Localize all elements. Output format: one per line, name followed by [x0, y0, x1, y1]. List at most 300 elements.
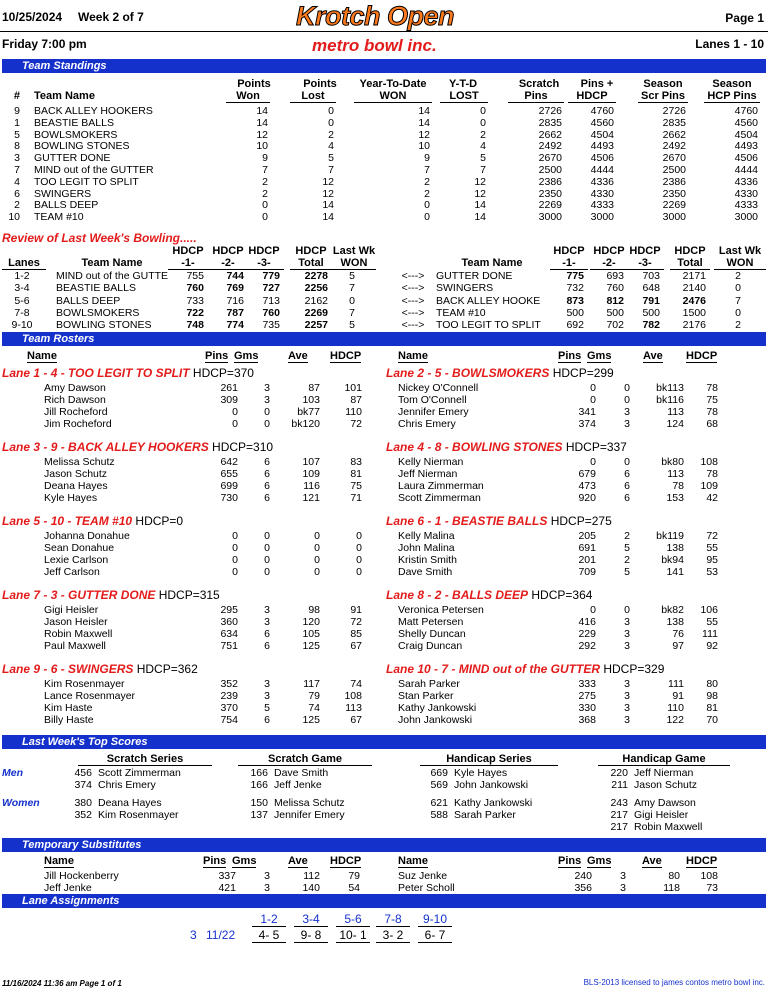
roster-cell: 71	[350, 492, 362, 504]
standings-cell: 4560	[590, 116, 614, 129]
review-cell: 702	[606, 319, 624, 332]
roster-row	[0, 604, 768, 616]
lane-header	[2, 662, 198, 676]
standings-cell: 14	[474, 199, 486, 212]
standings-cell: 5	[480, 152, 486, 165]
review-h1: Last Wk	[332, 245, 376, 257]
roster-cell: 141	[666, 566, 684, 578]
standings-cell: 4506	[590, 152, 614, 165]
roster-cell: Lexie Carlson	[44, 554, 109, 566]
roster-cell: 6	[264, 640, 270, 652]
review-cell: 760	[186, 282, 204, 295]
roster-cell: 79	[308, 690, 320, 702]
standings-cell: 1	[14, 116, 20, 129]
roster-cell: Sarah Parker	[398, 678, 460, 690]
subs-row	[0, 870, 768, 882]
standings-cell: 4	[14, 175, 20, 188]
review-cell: 693	[606, 270, 624, 282]
roster-cell: bk94	[661, 554, 684, 566]
review-row	[0, 295, 768, 307]
roster-cell: 75	[706, 394, 718, 406]
roster-cell: 473	[578, 480, 596, 492]
roster-cell: 0	[624, 604, 630, 616]
top-bowler: Amy Dawson	[634, 797, 696, 809]
roster-cell: Kim Rosenmayer	[44, 678, 125, 690]
standings-row	[0, 105, 768, 117]
roster-cell: 0	[264, 542, 270, 554]
standings-cell: 2350	[662, 187, 686, 200]
subs-header: Pins	[203, 855, 227, 867]
team-rosters-bar: Team Rosters	[2, 332, 766, 346]
roster-cell: 0	[232, 418, 238, 430]
roster-cell: 81	[706, 702, 718, 714]
review-cell: 2	[735, 270, 741, 282]
review-cell: 0	[735, 282, 741, 295]
roster-cell: 113	[667, 406, 684, 418]
roster-cell: 55	[706, 542, 718, 554]
roster-cell: bk80	[661, 456, 684, 468]
lane-number: Lane 7 -	[2, 588, 51, 602]
standings-h2: Won	[226, 90, 270, 103]
standings-cell: 2500	[662, 164, 686, 176]
roster-cell: 634	[220, 628, 238, 640]
roster-cell: 78	[672, 480, 684, 492]
review-cell: 7-8	[14, 306, 30, 319]
roster-cell: 3	[624, 406, 630, 418]
standings-cell: 4336	[590, 175, 614, 188]
roster-cell: Scott Zimmerman	[398, 492, 481, 504]
lane-pair: 1-2	[252, 912, 286, 927]
roster-cell: 0	[356, 542, 362, 554]
roster-row	[0, 468, 768, 480]
roster-cell: 122	[666, 714, 684, 726]
top-bowler: Scott Zimmerman	[98, 767, 181, 779]
roster-cell: Billy Haste	[44, 714, 94, 726]
roster-cell: 72	[706, 530, 718, 542]
roster-cell: Rich Dawson	[44, 394, 106, 406]
roster-row	[0, 394, 768, 406]
roster-cell: bk82	[661, 604, 684, 616]
day-time: Friday 7:00 pm	[2, 37, 87, 51]
review-cell: 500	[566, 306, 584, 319]
roster-cell: 3	[624, 616, 630, 628]
standings-cell: 12	[256, 128, 268, 141]
standings-cell: 0	[262, 211, 268, 224]
roster-cell: Kathy Jankowski	[398, 702, 477, 714]
roster-cell: 0	[314, 566, 320, 578]
standings-cell: 2	[14, 199, 20, 212]
roster-cell: 3	[624, 702, 630, 714]
top-score: 211	[611, 779, 628, 791]
standings-h2: Scr Pins	[638, 90, 688, 103]
review-cell: BACK ALLEY HOOKE	[436, 294, 541, 307]
review-cell: 760	[262, 306, 280, 319]
review-cell: SWINGERS	[436, 282, 494, 295]
standings-cell: 4760	[734, 105, 758, 117]
roster-cell: 53	[706, 566, 718, 578]
roster-cell: 201	[578, 554, 596, 566]
roster-cell: 330	[578, 702, 596, 714]
roster-header-label: Ave	[643, 350, 663, 362]
standings-row	[0, 152, 768, 164]
roster-cell: Shelly Duncan	[398, 628, 466, 640]
top-score: 166	[250, 779, 268, 791]
standings-cell: 12	[418, 128, 430, 141]
roster-cell: 709	[578, 566, 596, 578]
team-hdcp: HDCP=370	[189, 366, 254, 380]
top-bowler: Dave Smith	[274, 767, 329, 779]
roster-cell: Robin Maxwell	[44, 628, 113, 640]
review-cell: 732	[566, 282, 584, 295]
roster-cell: Jill Rocheford	[44, 406, 108, 418]
roster-header-label: Gms	[234, 350, 259, 362]
top-score: 150	[250, 797, 268, 809]
roster-row	[0, 702, 768, 714]
review-h1: HDCP	[172, 245, 204, 257]
subs-cell: Peter Scholl	[398, 882, 455, 894]
roster-cell: 642	[220, 456, 238, 468]
roster-row	[0, 542, 768, 554]
standings-cell: 4333	[734, 199, 758, 212]
standings-cell: BALLS DEEP	[34, 199, 99, 212]
roster-cell: 3	[624, 678, 630, 690]
review-cell: 5-6	[14, 294, 30, 307]
top-bowler: Deana Hayes	[98, 797, 162, 809]
lane-number: Lane 3 -	[2, 440, 51, 454]
roster-cell: Melissa Schutz	[44, 456, 115, 468]
lane-header	[2, 366, 254, 380]
standings-cell: 2269	[662, 199, 686, 212]
roster-header-label: HDCP	[330, 350, 362, 362]
review-row	[0, 307, 768, 319]
roster-cell: 117	[303, 678, 320, 690]
roster-cell: 699	[220, 480, 238, 492]
roster-cell: 87	[308, 382, 320, 394]
roster-cell: 68	[706, 418, 718, 430]
subs-cell: 3	[620, 870, 626, 882]
review-cell: 722	[186, 306, 204, 319]
review-cell: 692	[566, 319, 584, 332]
roster-cell: 138	[666, 616, 684, 628]
review-cell: 7	[349, 306, 355, 319]
team-name: 5 - BOWLSMOKERS	[434, 366, 550, 380]
roster-cell: 110	[667, 702, 684, 714]
roster-cell: 205	[578, 530, 596, 542]
roster-row	[0, 492, 768, 504]
roster-cell: 6	[264, 468, 270, 480]
roster-cell: 95	[706, 554, 718, 566]
lane-number: Lane 6 -	[386, 514, 435, 528]
roster-cell: 116	[303, 480, 320, 492]
roster-cell: 75	[350, 480, 362, 492]
roster-cell: 5	[624, 566, 630, 578]
roster-cell: 78	[706, 468, 718, 480]
substitutes-bar: Temporary Substitutes	[2, 838, 766, 852]
roster-cell: 416	[578, 616, 596, 628]
standings-cell: 4330	[734, 187, 758, 200]
review-cell: 1-2	[14, 270, 30, 282]
roster-cell: 295	[220, 604, 238, 616]
roster-cell: 3	[264, 678, 270, 690]
subs-header: Name	[398, 855, 428, 867]
review-h2: Lanes	[2, 257, 46, 270]
standings-h1: Year-To-Date	[359, 78, 427, 90]
review-cell: 648	[642, 282, 660, 295]
top-bowler: Chris Emery	[98, 779, 156, 791]
roster-cell: 261	[220, 382, 238, 394]
review-cell: BALLS DEEP	[56, 294, 121, 307]
standings-cell: 0	[480, 116, 486, 129]
roster-cell: 3	[624, 714, 630, 726]
top-score: 352	[74, 809, 92, 821]
standings-cell: 4444	[590, 164, 614, 176]
standings-cell: 14	[418, 116, 430, 129]
top-header: Handicap Series	[420, 753, 558, 766]
roster-cell: 0	[314, 554, 320, 566]
subs-cell: 118	[663, 882, 680, 894]
roster-cell: 0	[356, 566, 362, 578]
roster-cell: 109	[302, 468, 320, 480]
standings-cell: 2662	[538, 128, 562, 141]
roster-cell: 92	[706, 640, 718, 652]
standings-cell: 0	[328, 105, 334, 117]
roster-header-label: Ave	[288, 350, 308, 362]
standings-row	[0, 188, 768, 200]
assign-week: 3	[190, 928, 197, 942]
roster-cell: 3	[264, 604, 270, 616]
roster-cell: 6	[624, 468, 630, 480]
team-name: 1 - BEASTIE BALLS	[434, 514, 548, 528]
standings-cell: 3	[14, 152, 20, 165]
roster-cell: 85	[350, 628, 362, 640]
team-hdcp: HDCP=364	[528, 588, 593, 602]
lane-pair: 5-6	[336, 912, 370, 927]
team-hdcp: HDCP=299	[549, 366, 614, 380]
lane-header	[386, 366, 614, 380]
team-matchup: 10- 1	[336, 928, 370, 943]
roster-cell: 352	[220, 678, 238, 690]
review-cell: 787	[226, 306, 244, 319]
roster-cell: 80	[706, 678, 718, 690]
review-h1: HDCP	[629, 245, 661, 257]
roster-cell: bk77	[297, 406, 320, 418]
standings-cell: 3000	[538, 211, 562, 224]
review-h1: HDCP	[212, 245, 244, 257]
team-standings-bar: Team Standings	[2, 59, 766, 73]
review-cell: 774	[226, 319, 244, 332]
standings-cell: 5	[14, 128, 20, 141]
subs-cell: 3	[264, 870, 270, 882]
roster-cell: 111	[702, 628, 718, 640]
standings-cell: 9	[14, 105, 20, 117]
roster-cell: Amy Dawson	[44, 382, 106, 394]
roster-row	[0, 690, 768, 702]
roster-cell: 108	[344, 690, 362, 702]
roster-header-label: Name	[27, 350, 57, 362]
review-cell: 733	[186, 294, 204, 307]
standings-h2: WON	[354, 90, 432, 103]
standings-cell: 3000	[590, 211, 614, 224]
standings-h1: Scratch	[518, 78, 560, 90]
standings-cell: 2492	[662, 140, 686, 153]
standings-cell: 2	[262, 175, 268, 188]
roster-cell: 309	[220, 394, 238, 406]
standings-cell: 12	[322, 187, 334, 200]
standings-cell: 12	[322, 175, 334, 188]
standings-cell: 7	[262, 164, 268, 176]
team-matchup: 9- 8	[294, 928, 328, 943]
roster-cell: Paul Maxwell	[44, 640, 106, 652]
roster-cell: 6	[264, 456, 270, 468]
roster-cell: Kelly Malina	[398, 530, 455, 542]
roster-cell: 655	[220, 468, 238, 480]
roster-cell: bk119	[656, 530, 684, 542]
subs-cell: 73	[706, 882, 718, 894]
standings-cell: BOWLSMOKERS	[34, 128, 118, 141]
subs-cell: 240	[574, 870, 592, 882]
standings-cell: 0	[424, 211, 430, 224]
roster-row	[0, 616, 768, 628]
subs-header: Gms	[587, 855, 612, 867]
roster-cell: 0	[314, 530, 320, 542]
standings-cell: 4760	[590, 105, 614, 117]
standings-h2: Pins	[508, 90, 564, 103]
roster-cell: Jennifer Emery	[398, 406, 469, 418]
roster-cell: 6	[264, 714, 270, 726]
top-bowler: Kyle Hayes	[454, 767, 508, 779]
top-bowler: Jeff Nierman	[634, 767, 694, 779]
krotch-open-logo: Krotch Open	[296, 1, 455, 31]
standings-cell: 4	[480, 140, 486, 153]
lane-number: Lane 5 -	[2, 514, 51, 528]
roster-cell: Sean Donahue	[44, 542, 115, 554]
roster-cell: 153	[666, 492, 684, 504]
roster-cell: 0	[590, 394, 596, 406]
standings-cell: SWINGERS	[34, 187, 92, 200]
review-cell: 782	[642, 319, 660, 332]
roster-cell: 0	[264, 406, 270, 418]
roster-cell: 333	[578, 678, 596, 690]
lane-header	[386, 588, 592, 602]
top-bowler: Gigi Heisler	[634, 809, 689, 821]
women-label: Women	[2, 797, 40, 809]
week-label: Week 2 of 7	[78, 10, 144, 24]
roster-row	[0, 456, 768, 468]
review-cell: BEASTIE BALLS	[56, 282, 136, 295]
standings-h2: HCP Pins	[704, 90, 760, 103]
subs-header: HDCP	[330, 855, 362, 867]
subs-header: HDCP	[686, 855, 718, 867]
review-arrow: <--->	[401, 306, 425, 319]
team-name: 4 - TOO LEGIT TO SPLIT	[50, 366, 190, 380]
standings-cell: 10	[8, 211, 20, 224]
standings-cell: 9	[424, 152, 430, 165]
lane-pair: 3-4	[294, 912, 328, 927]
roster-cell: 0	[264, 566, 270, 578]
lane-header	[2, 514, 183, 528]
roster-cell: 98	[308, 604, 320, 616]
standings-cell: 14	[474, 211, 486, 224]
review-cell: 5	[349, 319, 355, 332]
roster-cell: 0	[314, 542, 320, 554]
top-score: 569	[430, 779, 448, 791]
review-cell: 7	[349, 282, 355, 295]
standings-cell: 7	[424, 164, 430, 176]
roster-cell: 125	[302, 714, 320, 726]
review-h1: HDCP	[674, 245, 706, 257]
review-cell: 500	[642, 306, 660, 319]
standings-cell: 3000	[662, 211, 686, 224]
standings-cell: 2386	[662, 175, 686, 188]
roster-cell: 111	[668, 678, 684, 690]
review-cell: TEAM #10	[436, 306, 486, 319]
roster-cell: Lance Rosenmayer	[44, 690, 136, 702]
top-score: 456	[74, 767, 92, 779]
top-score: 217	[610, 821, 628, 833]
lane-header	[386, 440, 627, 454]
standings-h1: Pins +	[580, 78, 614, 90]
roster-cell: Matt Petersen	[398, 616, 464, 628]
roster-cell: bk113	[656, 382, 684, 394]
standings-cell: 0	[424, 199, 430, 212]
roster-cell: John Malina	[398, 542, 455, 554]
roster-cell: 125	[302, 640, 320, 652]
lanes-range: Lanes 1 - 10	[695, 37, 764, 51]
review-cell: GUTTER DONE	[436, 270, 513, 282]
team-name: 10 - TEAM #10	[50, 514, 133, 528]
lane-number: Lane 2 -	[386, 366, 435, 380]
lane-number: Lane 10 -	[386, 662, 442, 676]
review-h2: -3-	[626, 257, 664, 270]
standings-cell: 2	[328, 128, 334, 141]
top-bowler: Jennifer Emery	[274, 809, 345, 821]
team-matchup: 3- 2	[376, 928, 410, 943]
top-bowler: Robin Maxwell	[634, 821, 703, 833]
review-cell: 2256	[304, 282, 328, 295]
review-cell: 716	[226, 294, 244, 307]
roster-cell: 120	[302, 616, 320, 628]
review-h2: -1-	[168, 257, 208, 270]
review-cell: 812	[606, 294, 624, 307]
roster-cell: 124	[666, 418, 684, 430]
review-cell: 873	[566, 294, 584, 307]
lane-header	[2, 440, 273, 454]
standings-row	[0, 140, 768, 152]
review-cell: 3-4	[14, 282, 30, 295]
roster-cell: 0	[232, 406, 238, 418]
subs-header: Pins	[558, 855, 582, 867]
standings-cell: 12	[474, 187, 486, 200]
review-h2: WON	[714, 257, 766, 270]
roster-cell: Kim Haste	[44, 702, 93, 714]
roster-cell: 72	[350, 616, 362, 628]
roster-cell: 113	[345, 702, 362, 714]
top-bowler: Sarah Parker	[454, 809, 516, 821]
roster-cell: 72	[350, 418, 362, 430]
review-cell: 2162	[304, 294, 328, 307]
review-h2: -2-	[590, 257, 628, 270]
team-matchup: 4- 5	[252, 928, 286, 943]
roster-cell: 98	[706, 690, 718, 702]
top-score: 220	[610, 767, 628, 779]
roster-cell: Kelly Nierman	[398, 456, 464, 468]
subs-cell: 80	[668, 870, 680, 882]
standings-cell: 2726	[538, 105, 562, 117]
review-cell: TOO LEGIT TO SPLIT	[436, 319, 541, 332]
standings-cell: TOO LEGIT TO SPLIT	[34, 175, 139, 188]
roster-cell: 730	[220, 492, 238, 504]
standings-cell: BEASTIE BALLS	[34, 116, 114, 129]
